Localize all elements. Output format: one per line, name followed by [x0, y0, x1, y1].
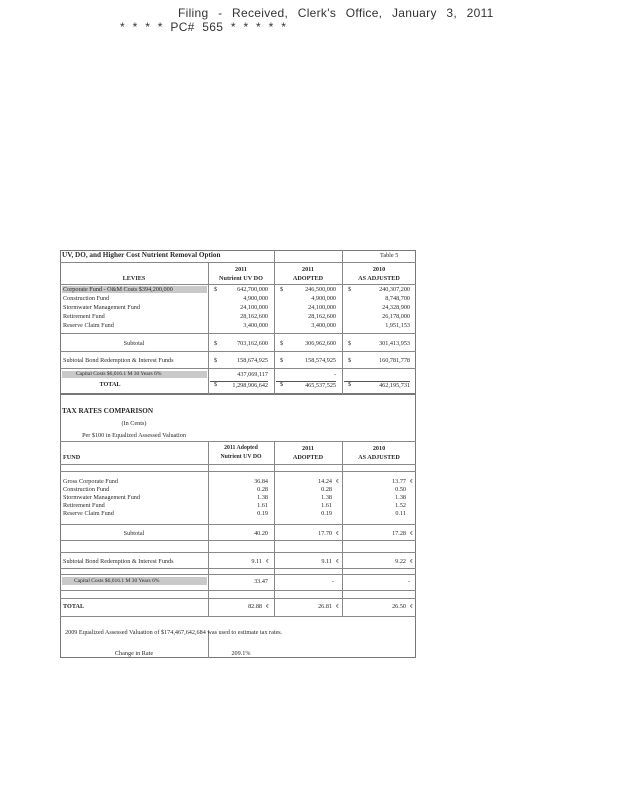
levy-value: 246,500,000	[305, 286, 336, 293]
cent-sign: ¢	[336, 603, 340, 610]
col-header-name: ADOPTED	[292, 454, 324, 461]
levy-value: 4,900,000	[311, 295, 336, 302]
capital-rate: -	[407, 578, 410, 585]
bond-value: 160,781,778	[379, 357, 410, 364]
total-rate: 26.50	[392, 603, 406, 610]
capital-label: Capital Costs $6,016.1 M 30 Years 6%	[74, 578, 160, 584]
fund-row-label: Retirement Fund	[63, 502, 105, 509]
total-value: 1,298,906,642	[210, 381, 268, 389]
subtotal-rate: 17.28	[392, 530, 406, 537]
rate-value: 1.61	[257, 502, 268, 509]
levy-row-label: Stormwater Management Fund	[63, 304, 140, 311]
total-label: TOTAL	[63, 603, 85, 610]
levy-value: 26,178,000	[382, 313, 410, 320]
subtotal-rate: 17.70	[318, 530, 332, 537]
total-label: TOTAL	[99, 381, 121, 388]
filing-header: Filing - Received, Clerk's Office, January 3, 2011	[178, 6, 494, 20]
levy-value: 24,328,900	[382, 304, 410, 311]
dollar-sign: $	[214, 381, 218, 388]
dollar-sign: $	[280, 286, 284, 293]
rate-value: 1.52	[395, 502, 406, 509]
change-value: 209.1%	[231, 650, 251, 657]
levy-row-label: Construction Fund	[63, 295, 110, 302]
fund-row-label: Reserve Claim Fund	[63, 510, 114, 517]
bond-value: 158,674,925	[237, 357, 268, 364]
col-header-year: 2010	[372, 266, 386, 273]
col-header-name: Nutrient UV DO	[220, 454, 262, 460]
fund-header: FUND	[63, 454, 81, 461]
col-header-year: 2011 Adopted	[224, 445, 258, 451]
cent-sign: ¢	[266, 558, 270, 565]
rate-value: 1.38	[257, 494, 268, 501]
col-header-name: AS ADJUSTED	[358, 454, 400, 461]
rate-value: 1.38	[395, 494, 406, 501]
rate-value: 1.61	[321, 502, 332, 509]
levy-value: 240,307,200	[379, 286, 410, 293]
rate-value: 0.11	[395, 510, 406, 517]
cent-sign: ¢	[410, 558, 414, 565]
bond-label: Subtotal Bond Redemption & Interest Funds	[63, 558, 174, 565]
subtotal-rate: 40.20	[254, 530, 268, 537]
col-header-year: 2011	[301, 266, 315, 273]
cent-sign: ¢	[336, 558, 340, 565]
fund-row-label: Construction Fund	[63, 486, 110, 493]
capital-value: 437,069,117	[237, 371, 268, 378]
total-rate: 82.88	[248, 603, 262, 610]
subtotal-value: 703,162,600	[237, 340, 268, 347]
rate-value: 0.19	[321, 510, 332, 517]
cent-sign: ¢	[336, 478, 340, 485]
dollar-sign: $	[280, 357, 284, 364]
bond-label: Subtotal Bond Redemption & Interest Funds	[63, 357, 174, 364]
rate-value: 0.50	[395, 486, 406, 493]
dollar-sign: $	[348, 381, 352, 388]
dollar-sign: $	[348, 340, 352, 347]
fund-row-label: Stormwater Management Fund	[63, 494, 140, 501]
scanned-table-page	[60, 250, 416, 658]
valuation-note: 2009 Equalized Assessed Valuation of $174,467,642,684 was used to estimate tax rates.	[65, 629, 283, 636]
subtotal-label: Subtotal	[123, 530, 145, 537]
rate-value: 13.77	[392, 478, 406, 485]
bond-rate: 9.11	[251, 558, 262, 565]
change-label: Change in Rate	[114, 650, 154, 657]
table-number: Table 5	[380, 252, 399, 259]
levy-row-label: Retirement Fund	[63, 313, 105, 320]
bond-rate: 9.22	[395, 558, 406, 565]
capital-rate: 33.47	[254, 578, 268, 585]
tax-rates-basis: Per $100 in Equalized Assessed Valuation	[82, 432, 186, 439]
dollar-sign: $	[280, 381, 284, 388]
dollar-sign: $	[214, 357, 218, 364]
bond-value: 158,574,925	[305, 357, 336, 364]
levy-row-label: Corporate Fund - O&M Costs $394,200,000	[63, 286, 173, 293]
capital-rate: -	[331, 578, 334, 585]
rate-value: 0.28	[321, 486, 332, 493]
col-header-name: ADOPTED	[292, 275, 324, 282]
col-header-name: Nutrient UV DO	[219, 275, 263, 282]
cent-sign: ¢	[410, 478, 414, 485]
bond-rate: 9.11	[321, 558, 332, 565]
col-header-year: 2011	[234, 266, 248, 273]
levy-value: 8,748,700	[385, 295, 410, 302]
dollar-sign: $	[214, 340, 218, 347]
levy-value: 3,400,000	[311, 322, 336, 329]
subtotal-value: 301,413,953	[379, 340, 410, 347]
cent-sign: ¢	[410, 603, 414, 610]
levy-value: 24,100,000	[308, 304, 336, 311]
cent-sign: ¢	[266, 603, 270, 610]
capital-value: -	[333, 371, 336, 378]
tax-rates-subtitle: (In Cents)	[121, 420, 147, 427]
levy-value: 4,900,000	[243, 295, 268, 302]
levy-value: 28,162,600	[240, 313, 268, 320]
tax-rates-title: TAX RATES COMPARISON	[62, 407, 154, 415]
cent-sign: ¢	[336, 530, 340, 537]
col-header-year: 2011	[301, 445, 315, 452]
total-rate: 26.81	[318, 603, 332, 610]
rate-value: 0.28	[257, 486, 268, 493]
levy-value: 642,700,000	[237, 286, 268, 293]
levy-value: 24,100,000	[240, 304, 268, 311]
levies-header: LEVIES	[122, 275, 146, 282]
levy-value: 28,162,600	[308, 313, 336, 320]
cent-sign: ¢	[410, 530, 414, 537]
levies-table-title: UV, DO, and Higher Cost Nutrient Removal Option	[62, 251, 221, 259]
pc-number-line: * * * * PC# 565 * * * * *	[120, 20, 287, 34]
rate-value: 1.38	[321, 494, 332, 501]
capital-label: Capital Costs $6,016.1 M 30 Years 6%	[76, 371, 162, 377]
col-header-name: AS ADJUSTED	[358, 275, 400, 282]
subtotal-value: 306,962,600	[305, 340, 336, 347]
subtotal-label: Subtotal	[123, 340, 145, 347]
dollar-sign: $	[348, 357, 352, 364]
col-header-year: 2010	[372, 445, 386, 452]
dollar-sign: $	[348, 286, 352, 293]
levy-value: 3,400,000	[243, 322, 268, 329]
rate-value: 0.19	[257, 510, 268, 517]
dollar-sign: $	[280, 340, 284, 347]
levy-value: 1,951,153	[385, 322, 410, 329]
fund-row-label: Gross Corporate Fund	[63, 478, 118, 485]
rate-value: 36.84	[254, 478, 268, 485]
levy-row-label: Reserve Claim Fund	[63, 322, 114, 329]
total-value: 462,195,731	[344, 381, 410, 389]
dollar-sign: $	[214, 286, 218, 293]
rate-value: 14.24	[318, 478, 332, 485]
total-value: 465,537,525	[276, 381, 336, 389]
